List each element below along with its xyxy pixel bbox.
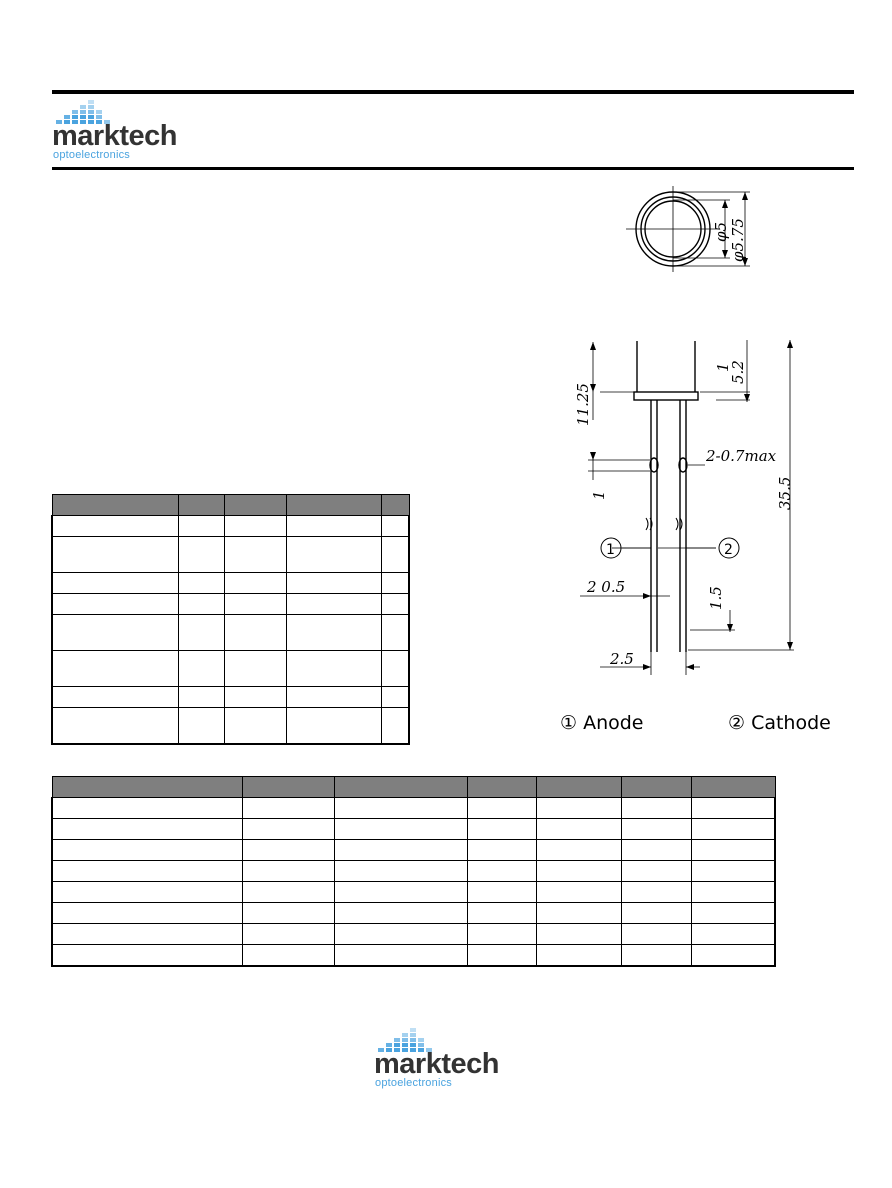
legend-cathode: ② Cathode <box>728 712 831 734</box>
table-row <box>52 924 775 945</box>
header-bottom-rule <box>52 167 854 170</box>
table-row <box>52 945 775 966</box>
table-row <box>52 840 775 861</box>
footer-brand-name: marktech <box>374 1048 499 1080</box>
dim-lead-width: 2-0.7max <box>706 447 777 465</box>
footer-brand-tagline: optoelectronics <box>375 1077 452 1089</box>
header-top-rule <box>52 90 854 94</box>
dim-diam-outer: φ5.75 <box>729 218 747 262</box>
table-row <box>52 708 409 744</box>
characteristics-table <box>51 776 776 967</box>
dim-1-5: 1.5 <box>707 586 725 610</box>
dim-11-25: 11.25 <box>574 383 592 426</box>
header-brand-tagline: optoelectronics <box>53 149 130 161</box>
dim-diam-inner: φ5 <box>712 221 730 242</box>
dim-35-5: 35.5 <box>776 476 794 510</box>
table-row <box>52 798 775 819</box>
dim-1-side: 1 <box>590 490 608 500</box>
table-row <box>52 819 775 840</box>
table-row <box>52 861 775 882</box>
dim-2-0-5: 2 0.5 <box>587 578 626 596</box>
characteristics-header-row <box>52 777 775 798</box>
table-row <box>52 615 409 651</box>
table-row <box>52 594 409 615</box>
ratings-table <box>51 494 410 745</box>
table-row <box>52 882 775 903</box>
table-row <box>52 537 409 573</box>
table-row <box>52 573 409 594</box>
dim-5-2: 5.2 <box>729 360 747 384</box>
package-outline-drawing <box>540 180 870 680</box>
header-brand-name: marktech <box>52 120 177 152</box>
dim-2-5: 2.5 <box>610 650 634 668</box>
header-logo <box>52 100 212 162</box>
footer-logo <box>374 1028 534 1090</box>
pin-1-marker: 1 <box>606 542 615 558</box>
dim-1-top: 1 <box>714 362 732 372</box>
legend-anode: ① Anode <box>560 712 644 734</box>
table-row <box>52 651 409 687</box>
pin-2-marker: 2 <box>724 542 733 558</box>
table-row <box>52 903 775 924</box>
ratings-header-row <box>52 495 409 516</box>
table-row <box>52 516 409 537</box>
table-row <box>52 687 409 708</box>
